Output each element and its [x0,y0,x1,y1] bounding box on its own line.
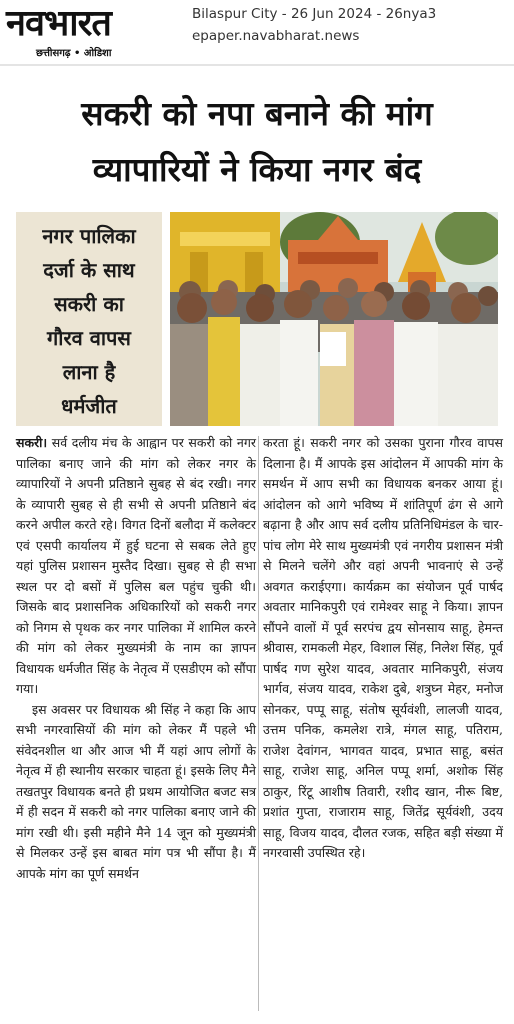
column-divider [258,436,259,1011]
pull-quote-line: गौरव वापस [47,326,131,350]
newspaper-logo[interactable] [6,2,174,62]
article-text: सर्व दलीय मंच के आह्वान पर सकरी को नगर पालिका बनाए जाने की मांग को लेकर नगर के व्यापारियों ने अपनी प्रतिष्ठाने सुबह से बंद रखी। नगर के व्यापारी सुबह से ही सभी से अपनी प्रतिष्ठाने बंद करने अपील करते रहे। विगत दिनों बलौदा में कलेक्टर एवं एसपी कार्यालय में हुई घटना से सबक लेते हुए यहां पुलिस प्रशासन मुस्तैद दिखा। सुबह से ही सभा स्थल पर दो बसों में पुलिस बल पहुंच चुकी थी। जिसके बाद प्रशासनिक अधिकारियों को सकरी नगर को निगम से पृथक कर नगर पालिका में शामिल करने की मांग को लेकर मुख्यमंत्री के नाम का ज्ञापन विधायक धर्मजीत सिंह के नेतृत्व में एसडीएम को सौंपा गया। [16,435,256,696]
pull-quote [16,212,162,426]
pull-quote-author: धर्मजीत [61,394,117,418]
news-photo [170,212,498,426]
edition-info: Bilaspur City - 26 Jun 2024 - 26nya3 [192,6,437,22]
pull-quote-line: दर्जा के साथ [43,258,135,282]
pull-quote-line: नगर पालिका [42,224,136,248]
headline-line-2: व्यापारियों ने किया नगर बंद [92,150,422,189]
masthead [0,0,514,64]
pull-quote-line: सकरी का [54,292,124,316]
website-link[interactable]: epaper.navabharat.news [192,28,360,44]
headline-line-1: सकरी को नपा बनाने की मांग [81,94,433,133]
article-paragraph: इस अवसर पर विधायक श्री सिंह ने कहा कि आप सभी नगरवासियों की मांग को लेकर मैं पहले भी संवेदनशील था और आज भी मैं यहां आप लोगों के नेतृत्व में ही स्थानीय सरकार चाहता हूं। इसके लिए मैने तखतपुर विधायक बनते ही प्रथम आयोजित बजट सत्र में ही सदन में सकरी को नगर पालिका बनाए जाने की मांग रखी थी। इसी महीने मैने 14 जून को मुख्यमंत्री से मिलकर उन्हें इस बाबत मांग पत्र भी सौंपा है। मैं आपके मांग का पूर्ण समर्थन [16,701,256,881]
article-column-right [263,433,503,864]
article-paragraph: करता हूं। सकरी नगर को उसका पुराना गौरव वापस दिलाना है। मैं आपके इस आंदोलन में आपकी मांग के समर्थन में आप सभी का विधायक बनकर आया हूं। आंदोलन को आगे भविष्य में शांतिपूर्ण ढंग से आगे बढ़ाना है और आप सर्व दलीय प्रतिनिधिमंडल के चार-पांच लोग मेरे साथ मुख्यमंत्री एवं नगरीय प्रशासन मंत्री से मिलने चलेंगे और वहां अपनी भावनाएं से उन्हें अवगत कराईएगा। कार्यक्रम का संयोजन पूर्व पार्षद अवतार मानिकपुरी एवं रामेश्वर साहू ने किया। ज्ञापन सौंपने वालों में पूर्व सरपंच द्वय सोनसाय साहू, हेमन्त श्रीवास, रामकली मेहर, विशाल सिंह, निलेश सिंह, पूर्व पार्षद गण सुरेश यादव, अवतार मानिकपुरी, संजय भार्गव, संजय यादव, राकेश दुबे, शत्रुघ्न मेहर, मनोज सोनकर, पप्पू साहू, संतोष सूर्यवंशी, लालजी यादव, उत्तम पनिक, कमलेश रात्रे, मंगल साहू, पतिराम, राजेश देवांगन, भागवत यादव, प्रभात साहू, बसंत साहू, राजेश साहू, अनिल पप्पू शर्मा, अशोक सिंह ठाकुर, रिंटू आशीष तिवारी, रशीद खान, नीरू बिष्ट, प्रशांत गुप्ता, राजाराम साहू, जितेंद्र सूर्यवंशी, उदय साहू, विजय यादव, दौलत रजक, सहित बड़ी संख्या में नगरवासी उपस्थित रहे। [263,435,503,860]
divider [0,64,514,66]
pull-quote-line: लाना है [62,360,116,384]
logo-text: नवभारत [6,3,111,44]
article-paragraph [16,433,256,700]
edition-region: छत्तीसगढ़ • ओडिशा [36,48,112,59]
article-column-left [16,433,256,884]
dateline: सकरी। [16,435,48,450]
